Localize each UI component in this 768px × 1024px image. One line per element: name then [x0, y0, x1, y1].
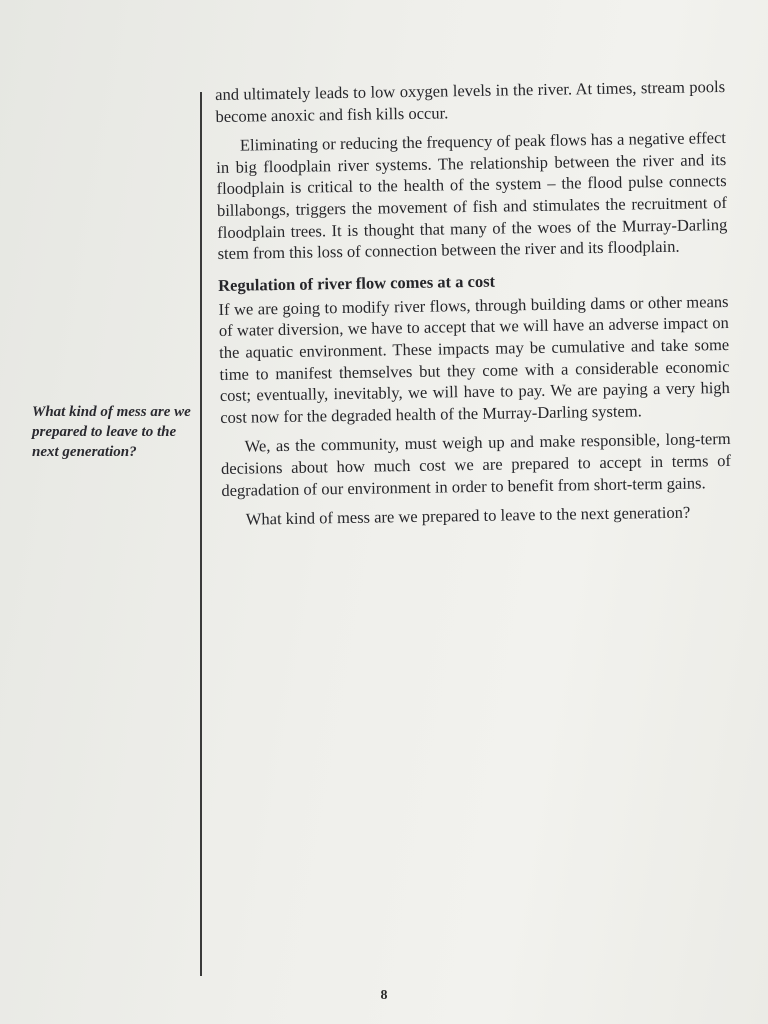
paragraph-4: We, as the community, must weigh up and make responsible, long-term decisions about how much cost we are prepared to accept in terms of degradation of our environment in order to benefit from short-term gains. — [220, 429, 732, 500]
column-divider-rule — [200, 92, 202, 976]
paragraph-3: If we are going to modify river flows, through building dams or other means of water diversion, we have to accept that we will have an adverse impact on the aquatic environment. These impacts may be cumulative and take some time to manifest themselves but they come with a considerable economic cost; eventually, inevitably, we will have to pay. We are paying a very high cost now for the degraded health of the Murray-Darling system. — [218, 291, 730, 427]
margin-note: What kind of mess are we prepared to leave to the next generation? — [32, 404, 191, 460]
paragraph-2: Eliminating or reducing the frequency of peak flows has a negative effect in big floodplain river systems. The relationship between the river and its floodplain is critical to the health of the system – the flood pulse connects billabongs, triggers the movement of fish and stimulates the recruitment of floodplain trees. It is thought that many of the woes of the Murray-Darling stem from this loss of connection between the river and its floodplain. — [216, 128, 728, 264]
main-text-column — [215, 76, 732, 539]
page-number: 8 — [380, 988, 388, 1003]
paragraph-5: What kind of mess are we prepared to leave to the next generation? — [245, 502, 691, 529]
section-heading: Regulation of river flow comes at a cost — [218, 271, 496, 295]
paragraph-1: and ultimately leads to low oxygen levels in the river. At times, stream pools become anoxic and fish kills occur. — [215, 76, 726, 126]
